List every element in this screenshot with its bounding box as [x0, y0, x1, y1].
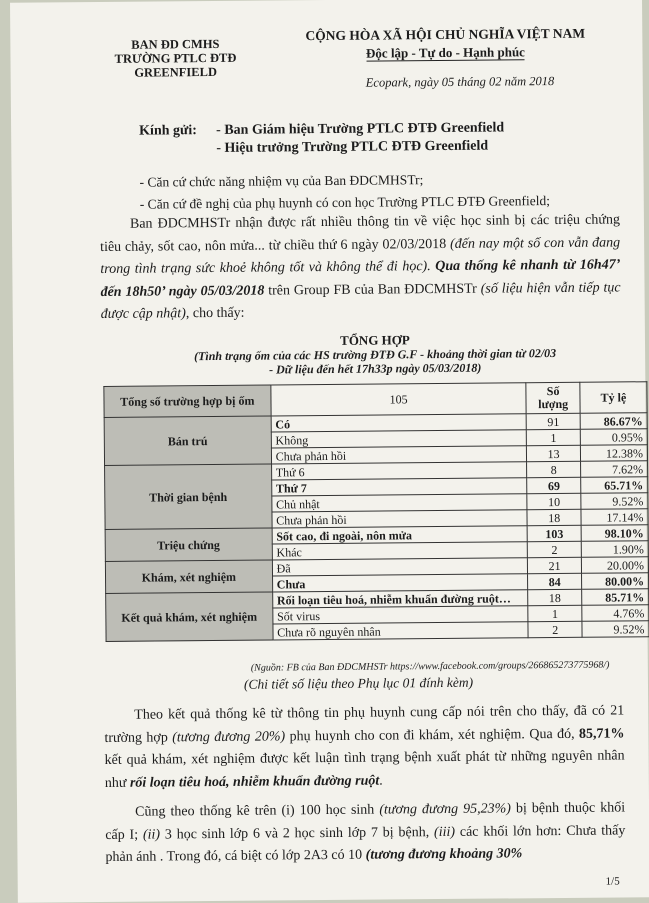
recipient-label: Kính gửi: [139, 123, 198, 139]
table-row: Kết quả khám, xét nghiệm Rối loạn tiêu hoá, nhiễm khuẩn đường ruột… 18 85.71% [106, 589, 649, 610]
summary-subtitle-2: - Dữ liệu đến hết 17h33p ngày 05/03/2018) [269, 360, 482, 377]
statistics-paragraph: Cũng theo thống kê trên (i) 100 học sinh (tương đương 95,23%) bị bệnh thuộc khối cấp I; (ii) 3 học sinh lớp 6 và 2 học sinh lớp 7 bị bệnh, (iii) các khối lớn hơn: Chưa thấy phản ánh . Trong đó, cá biệt có lớp 2A3 có 10 (tương đương khoảng 30% [105, 800, 626, 865]
source-note: (Nguồn: FB của Ban ĐDCMHSTr https://www.facebook.com/groups/266865273775968/) [250, 659, 610, 674]
table-row: Chưa phản hồi 18 17.14% [105, 509, 648, 530]
group-label: Khám, xét nghiệm [105, 560, 272, 593]
header-total-label: Tổng số trường hợp bị ốm [104, 385, 271, 417]
document-page [10, 0, 649, 903]
table-row: Không 1 0.95% [104, 429, 647, 450]
intro-paragraph: Ban ĐDCMHSTr nhận được rất nhiều thông tin về việc học sinh bị các triệu chứng tiêu chảy, sốt cao, nôn mửa... từ chiều thứ 6 ngày 02/03/2018 (đến nay một số con vẫn đang trong tình trạng sức khoẻ không tốt và không thể đi học). Qua thống kê nhanh từ 16h47’ đến 18h50’ ngày 05/03/2018 trên Group FB của Ban ĐDCMHSTr (số liệu hiện vẫn tiếp tục được cập nhật), cho thấy: [100, 212, 621, 322]
group-label: Triệu chứng [105, 528, 272, 561]
table-row: Khám, xét nghiệm Đã 21 20.00% [105, 557, 648, 578]
group-label: Kết quả khám, xét nghiệm [106, 592, 273, 641]
table-row: Bán trú Có 91 86.67% [104, 413, 647, 434]
appendix-note: (Chi tiết số liệu theo Phụ lục 01 đính kèm) [243, 674, 474, 692]
group-label: Bán trú [104, 416, 271, 465]
recipient-1: - Ban Giám hiệu Trường PTLC ĐTĐ Greenfield [216, 120, 505, 138]
table-row: Triệu chứng Sốt cao, đi ngoài, nôn mửa 103 98.10% [105, 525, 648, 546]
national-motto: Độc lập - Tự do - Hạnh phúc [365, 44, 525, 61]
table-header-row [104, 382, 647, 418]
recipient-2: - Hiệu trưởng Trường PTLC ĐTĐ Greenfield [216, 138, 489, 156]
summary-title: TỔNG HỢP [340, 332, 410, 348]
table-row: Chủ nhật 10 9.52% [105, 493, 648, 514]
table-row: Thời gian bệnh Thứ 6 8 7.62% [105, 461, 648, 482]
group-label: Thời gian bệnh [105, 464, 272, 529]
table-row: Chưa rõ nguyên nhân 2 9.52% [106, 621, 649, 642]
document-date: Ecopark, ngày 05 tháng 02 năm 2018 [365, 74, 555, 90]
page-number: 1/5 [605, 875, 620, 888]
organization-header: BAN ĐD CMHS TRƯỜNG PTLC ĐTĐ GREENFIELD [114, 36, 237, 80]
table-row: Thứ 7 69 65.71% [105, 477, 648, 498]
header-quantity: Số lượng [526, 382, 580, 413]
summary-table [103, 381, 649, 642]
table-row: Sốt virus 1 4.76% [106, 605, 649, 626]
header-ratio: Tỷ lệ [580, 382, 647, 414]
table-row: Chưa phản hồi 13 12.38% [104, 445, 647, 466]
basis-1: - Căn cứ chức năng nhiệm vụ của Ban ĐDCMHSTr; [139, 172, 424, 190]
table-row: Chưa 84 80.00% [106, 573, 649, 594]
header-total-count: 105 [271, 383, 527, 416]
results-paragraph: Theo kết quả thống kê từ thông tin phụ huynh cung cấp nói trên cho thấy, đã có 21 trường hợp (tương đương 20%) phụ huynh cho con đi khám, xét nghiệm. Qua đó, 85,71% kết quả khám, xét nghiệm được kết luận tình trạng bệnh xuất phát từ những nguyên nhân như rối loạn tiêu hoá, nhiễm khuẩn đường ruột. [104, 703, 625, 791]
basis-2: - Căn cứ đề nghị của phụ huynh có con học Trường PTLC ĐTĐ Greenfield; [139, 193, 551, 212]
table-row: Khác 2 1.90% [105, 541, 648, 562]
summary-subtitle-1: (Tình trạng ốm của các HS trường ĐTĐ G.F - khoảng thời gian từ 02/03 [193, 346, 557, 364]
national-title: CỘNG HÒA XÃ HỘI CHỦ NGHĨA VIỆT NAM [305, 25, 586, 44]
